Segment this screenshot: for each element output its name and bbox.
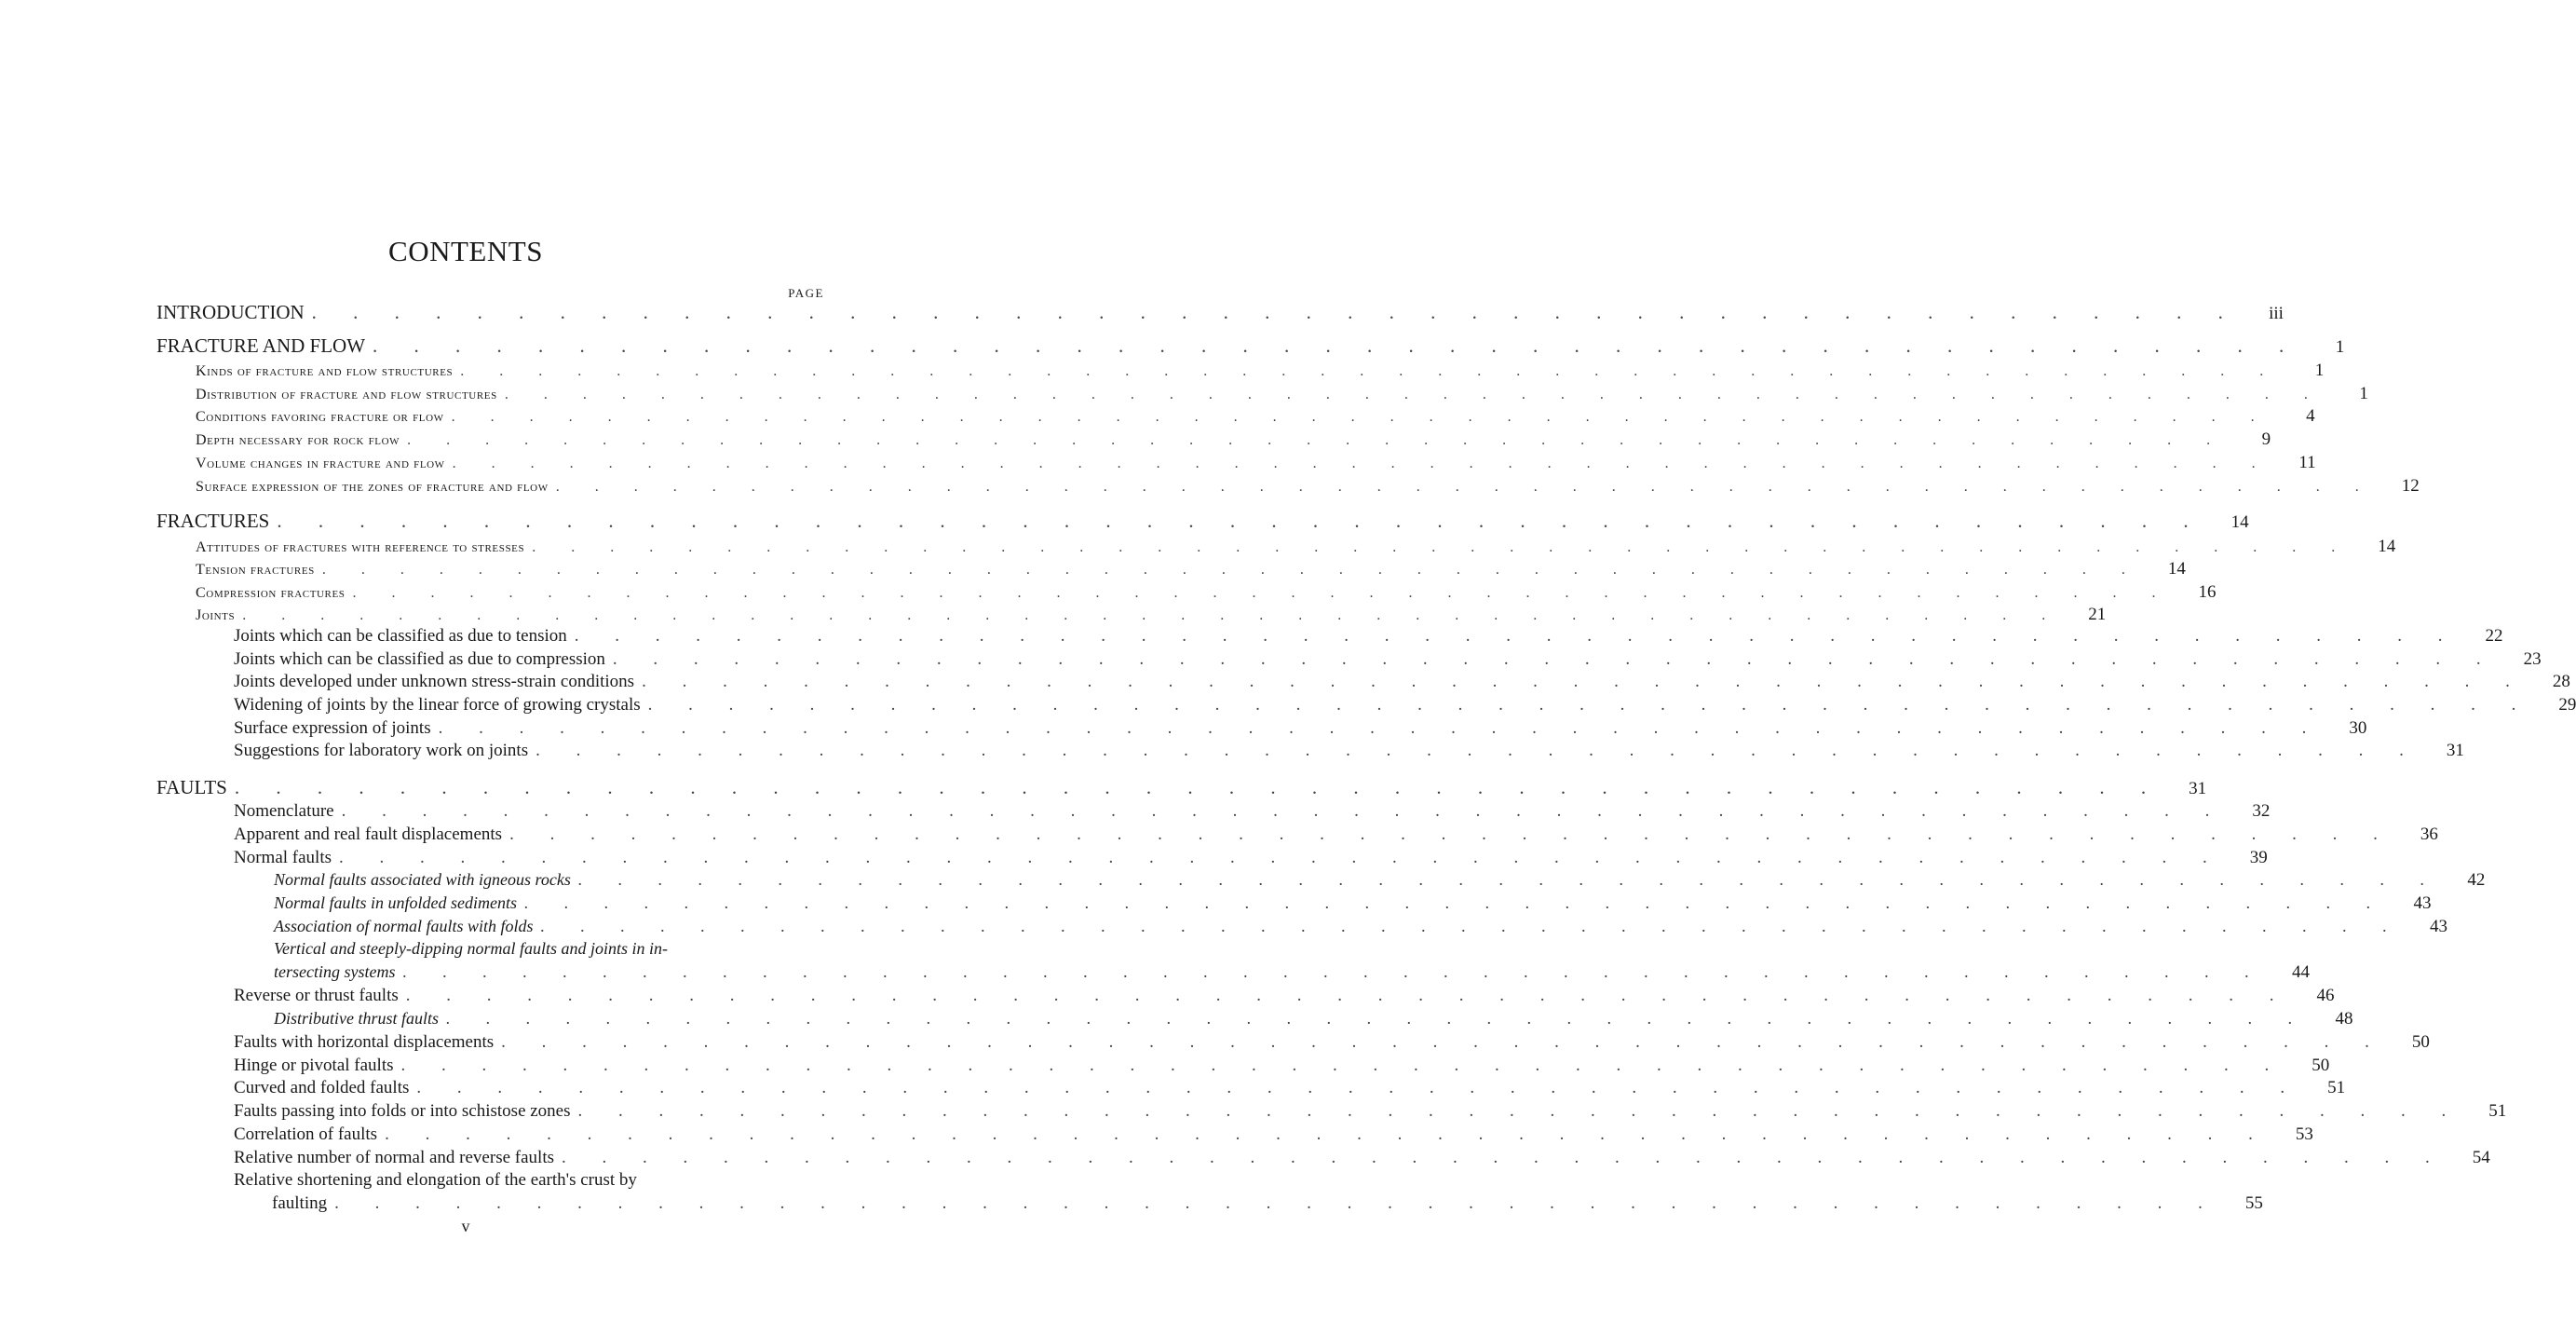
toc-entry-page: 42 — [2467, 870, 2486, 890]
dot-leader — [416, 1078, 2300, 1098]
toc-entry-title: Volume changes in fracture and flow — [196, 456, 445, 471]
toc-entry-page: 50 — [2312, 1056, 2330, 1075]
toc-entry-page: 28 — [2552, 672, 2570, 691]
toc-entry-page: 43 — [2430, 917, 2448, 936]
toc-entry-page: 32 — [2252, 801, 2271, 821]
toc-entry-compression-fractures[interactable] — [156, 582, 2217, 603]
toc-entry-title: Joints which can be classified as due to compression — [234, 649, 605, 669]
toc-entry-vertical-faults[interactable] — [156, 962, 2310, 983]
toc-entry-page: 23 — [2523, 649, 2542, 669]
toc-entry-title: Correlation of faults — [234, 1124, 378, 1144]
toc-entry-hinge-faults[interactable] — [156, 1056, 2330, 1076]
toc-entry-faults-into-folds[interactable] — [156, 1101, 2507, 1122]
dot-leader — [532, 539, 2351, 556]
dot-leader — [556, 479, 2375, 496]
toc-entry-page: 36 — [2420, 825, 2438, 844]
toc-entry-title: Faults passing into folds or into schistose zones — [234, 1101, 571, 1121]
toc-entry-title: Nomenclature — [234, 801, 334, 821]
toc-entry-title: FRACTURE AND FLOW — [156, 334, 366, 357]
toc-entry-surface-expression-joints[interactable] — [156, 718, 2367, 739]
toc-entry-title: Joints — [196, 607, 236, 623]
toc-entry-page: 31 — [2446, 741, 2464, 760]
toc-entry-faults[interactable] — [156, 776, 2207, 799]
dot-leader — [453, 456, 2271, 472]
toc-entry-page: 30 — [2349, 718, 2367, 738]
toc-entry-relative-number[interactable] — [156, 1148, 2490, 1168]
toc-entry-page: 29 — [2558, 695, 2576, 715]
toc-entry-reverse-faults[interactable] — [156, 986, 2335, 1006]
toc-entry-page: 14 — [2230, 512, 2249, 532]
toc-entry-normal-faults-folds[interactable] — [156, 917, 2448, 937]
toc-entry-title: Joints developed under unknown stress-strain conditions — [234, 672, 635, 691]
toc-entry-page: 46 — [2316, 986, 2335, 1005]
toc-entry-normal-faults-igneous[interactable] — [156, 870, 2486, 891]
toc-entry-page: 1 — [2314, 361, 2325, 380]
toc-entry-title: Compression fractures — [196, 585, 346, 601]
toc-entry-title: Depth necessary for rock flow — [196, 432, 400, 448]
toc-entry-normal-faults[interactable] — [156, 848, 2268, 868]
toc-entry-page: 14 — [2167, 559, 2186, 579]
toc-entry-page: 12 — [2401, 476, 2420, 496]
toc-entry-title: Surface expression of the zones of fracture and flow — [196, 479, 549, 495]
dot-leader — [613, 649, 2497, 670]
toc-entry-page: 54 — [2472, 1148, 2490, 1167]
toc-entry-page: 16 — [2198, 582, 2217, 602]
dot-leader — [648, 695, 2532, 716]
toc-entry-page: 14 — [2378, 537, 2396, 556]
toc-entry-title: Distributive thrust faults — [274, 1009, 440, 1028]
dot-leader — [446, 1009, 2309, 1029]
toc-entry-page: 53 — [2295, 1124, 2313, 1144]
dot-leader — [642, 672, 2526, 692]
toc-entry-title: INTRODUCTION — [156, 301, 305, 323]
toc-entry-title: Curved and folded faults — [234, 1078, 410, 1097]
toc-entry-title: Conditions favoring fracture or flow — [196, 409, 444, 425]
toc-entry-title: Normal faults — [234, 848, 332, 867]
dot-leader — [401, 1056, 2285, 1076]
toc-entry-normal-faults-unfolded[interactable] — [156, 893, 2432, 914]
toc-entry-page: 1 — [2335, 337, 2345, 357]
toc-entry-joints[interactable] — [156, 605, 2107, 625]
toc-entry-title: Joints which can be classified as due to tension — [234, 626, 567, 646]
toc-entry-title: Attitudes of fractures with reference to stresses — [196, 539, 525, 555]
toc-entry-title-continued: tersecting systems — [274, 962, 396, 981]
dot-leader — [536, 741, 2420, 761]
toc-entry-nomenclature[interactable] — [156, 801, 2271, 822]
dot-leader — [578, 1101, 2462, 1122]
toc-entry-distribution[interactable] — [156, 384, 2368, 404]
toc-entry-page: 1 — [2359, 384, 2368, 403]
toc-entry-tension-fractures[interactable] — [156, 559, 2186, 579]
toc-entry-fracture-and-flow[interactable] — [156, 334, 2345, 358]
toc-entry-title: Relative number of normal and reverse faults — [234, 1148, 554, 1167]
toc-entry-page: 4 — [2306, 406, 2315, 426]
toc-entry-correlation[interactable] — [156, 1124, 2313, 1145]
toc-entry-title: Faults with horizontal displacements — [234, 1032, 495, 1052]
toc-entry-title: Hinge or pivotal faults — [234, 1056, 394, 1075]
dot-leader — [373, 334, 2299, 358]
toc-entry-page: 48 — [2335, 1009, 2353, 1029]
toc-entry-page: 51 — [2327, 1078, 2346, 1097]
toc-entry-title: Kinds of fracture and flow structures — [196, 363, 454, 379]
toc-entry-page: 9 — [2261, 429, 2271, 449]
toc-entry-attitudes[interactable] — [156, 537, 2396, 557]
toc-entry-widening-of-joints[interactable] — [156, 695, 2576, 716]
dot-leader — [452, 409, 2271, 426]
toc-entry-page: 43 — [2413, 893, 2432, 913]
page-number: v — [461, 1217, 470, 1235]
toc-entry-page: 22 — [2485, 626, 2503, 646]
toc-entry-title: Tension fractures — [196, 562, 315, 578]
dot-leader — [439, 718, 2323, 739]
dot-leader — [385, 1124, 2269, 1145]
toc-entry-conditions[interactable] — [156, 406, 2315, 427]
dot-leader — [575, 626, 2459, 647]
toc-entry-volume-changes[interactable] — [156, 453, 2316, 473]
toc-entry-curved-faults[interactable] — [156, 1078, 2346, 1098]
dot-leader — [342, 801, 2226, 822]
dot-leader — [541, 917, 2404, 936]
toc-entry-distributive-thrust[interactable] — [156, 1009, 2353, 1029]
toc-entry-page: 31 — [2189, 779, 2207, 798]
dot-leader — [235, 776, 2162, 799]
toc-entry-joints-tension[interactable] — [156, 626, 2503, 647]
dot-leader — [402, 962, 2265, 982]
page-column-label: PAGE — [788, 286, 824, 300]
dot-leader — [312, 301, 2239, 324]
toc-entry-joints-unknown[interactable] — [156, 672, 2570, 692]
toc-entry-laboratory-work[interactable] — [156, 741, 2464, 761]
toc-entry-title: Surface expression of joints — [234, 718, 431, 738]
toc-entry-title: FAULTS — [156, 776, 227, 798]
toc-entry-page: 55 — [2244, 1193, 2263, 1213]
toc-entry-title: FRACTURES — [156, 510, 270, 532]
dot-leader — [353, 585, 2172, 602]
dot-leader — [339, 848, 2223, 868]
page-title: CONTENTS — [388, 235, 543, 267]
dot-leader — [509, 825, 2393, 845]
toc-entry-title: Reverse or thrust faults — [234, 986, 399, 1005]
toc-entry-title: Association of normal faults with folds — [274, 917, 534, 935]
toc-entry-joints-compression[interactable] — [156, 649, 2542, 670]
toc-entry-title: Normal faults in unfolded sediments — [274, 893, 517, 912]
toc-entry-page: iii — [2269, 304, 2284, 323]
toc-entry-title: Distribution of fracture and flow structures — [196, 387, 497, 402]
toc-entry-horizontal-displacements[interactable] — [156, 1032, 2430, 1053]
dot-leader — [322, 562, 2141, 579]
toc-entry-vertical-faults-line1[interactable]: Vertical and steeply-dipping normal faults and joints in in- — [274, 939, 668, 958]
dot-leader — [277, 510, 2203, 533]
toc-entry-surface-expression-zones[interactable] — [156, 476, 2420, 497]
dot-leader — [242, 607, 2061, 624]
toc-entry-depth[interactable] — [156, 429, 2271, 450]
toc-entry-page: 11 — [2298, 453, 2316, 472]
dot-leader — [578, 870, 2441, 890]
toc-entry-page: 50 — [2411, 1032, 2430, 1052]
toc-entry-kinds-of-fracture[interactable] — [156, 361, 2325, 381]
dot-leader — [505, 387, 2324, 403]
toc-entry-page: 51 — [2488, 1101, 2507, 1121]
toc-entry-fault-displacements[interactable] — [156, 825, 2438, 845]
toc-entry-relative-shortening[interactable] — [156, 1193, 2263, 1214]
toc-entry-page: 44 — [2291, 962, 2310, 982]
dot-leader — [460, 363, 2279, 380]
toc-entry-title-continued: faulting — [272, 1193, 328, 1213]
dot-leader — [524, 893, 2387, 913]
toc-entry-title: Normal faults associated with igneous rocks — [274, 870, 571, 889]
dot-leader — [334, 1193, 2218, 1214]
dot-leader — [406, 986, 2290, 1006]
toc-entry-title: Suggestions for laboratory work on joints — [234, 741, 529, 760]
dot-leader — [501, 1032, 2385, 1053]
toc-entry-title: Apparent and real fault displacements — [234, 825, 503, 844]
toc-entry-relative-shortening-line1[interactable]: Relative shortening and elongation of the earth's crust by — [234, 1170, 637, 1190]
toc-entry-page: 21 — [2088, 605, 2107, 624]
dot-leader — [562, 1148, 2446, 1168]
toc-entry-fractures[interactable] — [156, 510, 2249, 533]
toc-entry-introduction[interactable] — [156, 301, 2284, 324]
toc-entry-title: Widening of joints by the linear force of growing crystals — [234, 695, 641, 715]
toc-entry-page: 39 — [2249, 848, 2268, 867]
dot-leader — [407, 432, 2226, 449]
